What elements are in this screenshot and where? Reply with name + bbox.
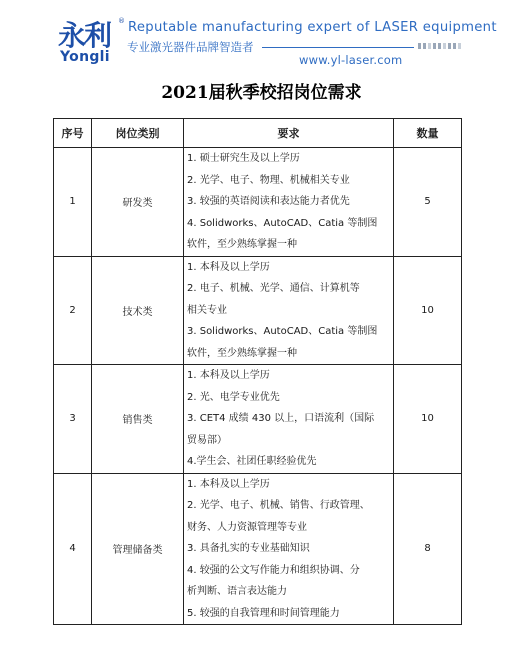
requirement-line: 4. Solidworks、AutoCAD、Catia 等制图	[187, 217, 378, 229]
page-title: 2021届秋季校招岗位需求	[161, 83, 362, 103]
logo-chinese: 永利	[58, 19, 111, 52]
requirement-line: 1. 本科及以上学历	[187, 261, 270, 273]
row-number: 1	[54, 148, 92, 257]
table-row	[54, 473, 462, 625]
tagline-chinese: 专业激光器件品牌智造者	[127, 40, 254, 54]
requirement-line: 2. 电子、机械、光学、通信、计算机等	[187, 283, 360, 294]
requirement-line: 财务、人力资源管理等专业	[187, 521, 307, 533]
table-body	[54, 148, 462, 625]
row-requirements	[184, 365, 394, 474]
row-requirements	[184, 256, 394, 365]
table-header-row	[54, 119, 462, 148]
row-count: 10	[394, 256, 462, 365]
requirement-line: 软件，至少熟练掌握一种	[187, 347, 297, 359]
requirement-line: 5. 较强的自我管理和时间管理能力	[187, 607, 340, 619]
row-number: 2	[54, 256, 92, 365]
table-row	[54, 148, 462, 257]
requirement-line: 3. 较强的英语阅读和表达能力者优先	[187, 196, 350, 207]
table-row	[54, 256, 462, 365]
registered-mark: ®	[118, 17, 125, 25]
row-requirements	[184, 148, 394, 257]
website-url: www.yl-laser.com	[299, 53, 403, 67]
header-dots-decoration	[418, 43, 461, 49]
header-requirements: 要求	[184, 119, 394, 148]
row-count: 5	[394, 148, 462, 257]
requirement-line: 3. CET4 成绩 430 以上，口语流利（国际	[187, 413, 375, 424]
requirement-line: 相关专业	[187, 304, 227, 316]
requirement-line: 2. 光学、电子、物理、机械相关专业	[187, 174, 350, 186]
requirement-line: 析判断、语言表达能力	[187, 586, 287, 597]
requirement-line: 2. 光、电学专业优先	[187, 391, 280, 403]
requirement-line: 1. 硕士研究生及以上学历	[187, 153, 300, 164]
row-number: 3	[54, 365, 92, 474]
requirement-line: 3. Solidworks、AutoCAD、Catia 等制图	[187, 326, 378, 337]
requirement-line: 软件，至少熟练掌握一种	[187, 239, 297, 250]
row-category: 研发类	[92, 148, 184, 257]
requirement-line: 1. 本科及以上学历	[187, 370, 270, 381]
tagline-english: Reputable manufacturing expert of LASER equipment	[128, 20, 497, 35]
requirement-line: 3. 具备扎实的专业基础知识	[187, 543, 310, 554]
table-row	[54, 365, 462, 474]
requirement-line: 4. 较强的公文写作能力和组织协调、分	[187, 564, 360, 576]
row-category: 管理储备类	[92, 473, 184, 625]
row-requirements	[184, 473, 394, 625]
header-divider	[262, 47, 414, 48]
requirement-line: 2. 光学、电子、机械、销售、行政管理、	[187, 500, 370, 511]
logo-english: Yongli	[60, 49, 110, 65]
row-count: 10	[394, 365, 462, 474]
requirement-line: 贸易部）	[187, 434, 227, 446]
requirements-table	[53, 118, 462, 625]
row-count: 8	[394, 473, 462, 625]
header-no: 序号	[54, 119, 92, 148]
requirement-line: 1. 本科及以上学历	[187, 478, 270, 490]
header-category: 岗位类别	[92, 119, 184, 148]
row-category: 技术类	[92, 256, 184, 365]
header-count: 数量	[394, 119, 462, 148]
row-number: 4	[54, 473, 92, 625]
requirement-line: 4.学生会、社团任职经验优先	[187, 456, 317, 467]
row-category: 销售类	[92, 365, 184, 474]
